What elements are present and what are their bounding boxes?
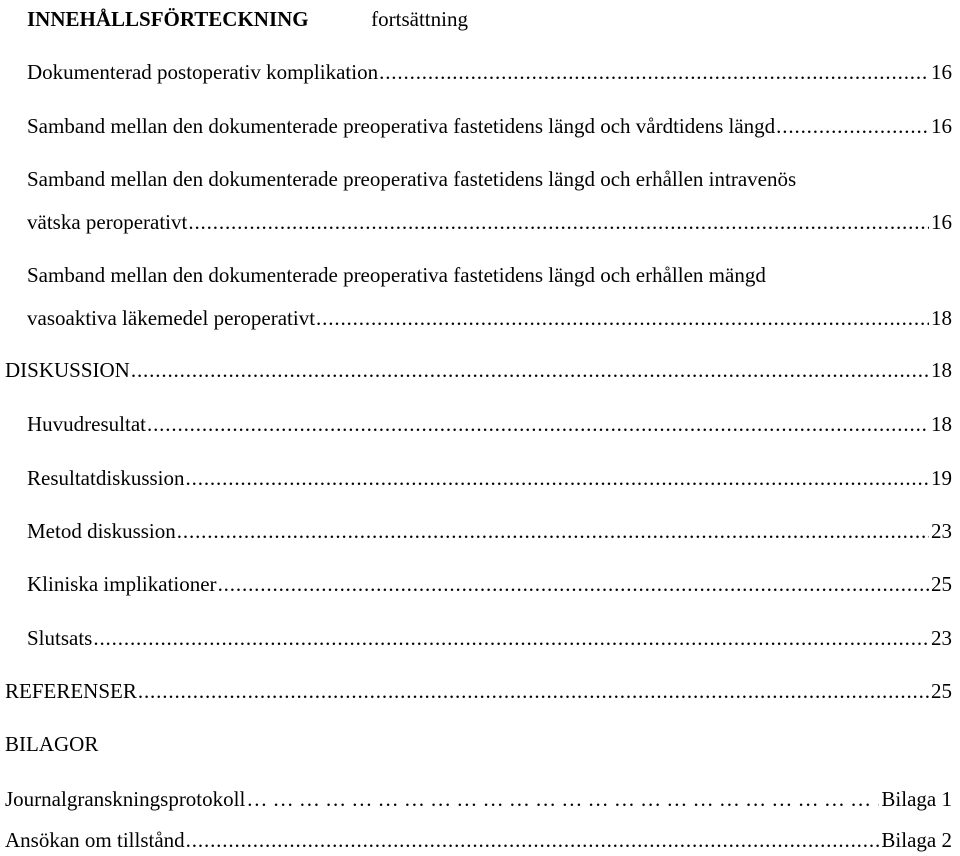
toc-entry[interactable] [27, 305, 952, 331]
toc-entry-title: Metod diskussion [27, 519, 176, 543]
toc-entry-title: Slutsats [27, 626, 93, 650]
toc-entry-title: Ansökan om tillstånd [5, 828, 185, 852]
toc-entry-title: Journalgranskningsprotokoll [5, 787, 246, 811]
toc-entry-page: 19 [931, 466, 952, 490]
toc-entry-page: 18 [931, 412, 952, 436]
toc-entry-title: Samband mellan den dokumenterade preoperativa fastetidens längd och vårdtidens längd [27, 114, 776, 138]
toc-entry[interactable] [5, 357, 952, 383]
toc-leader-dots [177, 518, 929, 544]
toc-entry[interactable] [27, 571, 952, 597]
toc-entry-title: vasoaktiva läkemedel peroperativt [27, 306, 316, 330]
toc-entry[interactable] [27, 209, 952, 235]
toc-section-heading: BILAGOR [5, 732, 99, 756]
toc-continuation-label: fortsättning [371, 7, 468, 31]
toc-entry-page: 16 [931, 210, 952, 234]
toc-leader-dots [186, 465, 929, 491]
toc-entry-title: Huvudresultat [27, 412, 146, 436]
toc-entry[interactable] [5, 678, 952, 704]
toc-leader-dots [186, 827, 880, 853]
toc-entry-page: Bilaga 2 [881, 828, 952, 852]
toc-leader-dots [218, 571, 929, 597]
toc-entry-page: 18 [931, 306, 952, 330]
toc-entry[interactable] [27, 411, 952, 437]
toc-leader-dots [316, 305, 929, 331]
toc-header [27, 6, 468, 32]
toc-entry-page: 25 [931, 679, 952, 703]
toc-leader-dots [93, 625, 929, 651]
toc-entry-title: Resultatdiskussion [27, 466, 185, 490]
toc-entry-title: Dokumenterad postoperativ komplikation [27, 60, 379, 84]
toc-entry-title: DISKUSSION [5, 358, 130, 382]
toc-leader-dots [246, 786, 879, 812]
toc-entry-page: 25 [931, 572, 952, 596]
toc-entry-title: REFERENSER [5, 679, 137, 703]
toc-leader-dots [147, 411, 929, 437]
toc-entry[interactable] [27, 465, 952, 491]
toc-entry-page: 23 [931, 519, 952, 543]
toc-entry-page: 18 [931, 358, 952, 382]
toc-entry-title: vätska peroperativt [27, 210, 188, 234]
toc-entry-title-line1[interactable]: Samband mellan den dokumenterade preoperativa fastetidens längd och erhållen intravenös [27, 167, 797, 191]
toc-title: INNEHÅLLSFÖRTECKNING [27, 7, 309, 31]
toc-entry[interactable] [27, 113, 952, 139]
toc-leader-dots [188, 209, 929, 235]
toc-entry-page: Bilaga 1 [881, 787, 952, 811]
toc-leader-dots [138, 678, 929, 704]
toc-leader-dots [379, 59, 929, 85]
toc-entry[interactable] [5, 786, 952, 812]
toc-entry-page: 16 [931, 114, 952, 138]
toc-leader-dots [131, 357, 929, 383]
toc-entry[interactable] [27, 518, 952, 544]
toc-leader-dots [776, 113, 929, 139]
toc-entry-page: 23 [931, 626, 952, 650]
toc-entry-title-line1[interactable]: Samband mellan den dokumenterade preoperativa fastetidens längd och erhållen mängd [27, 263, 766, 287]
toc-entry-title: Kliniska implikationer [27, 572, 217, 596]
toc-entry[interactable] [5, 827, 952, 853]
toc-entry-page: 16 [931, 60, 952, 84]
toc-entry[interactable] [27, 59, 952, 85]
toc-entry[interactable] [27, 625, 952, 651]
